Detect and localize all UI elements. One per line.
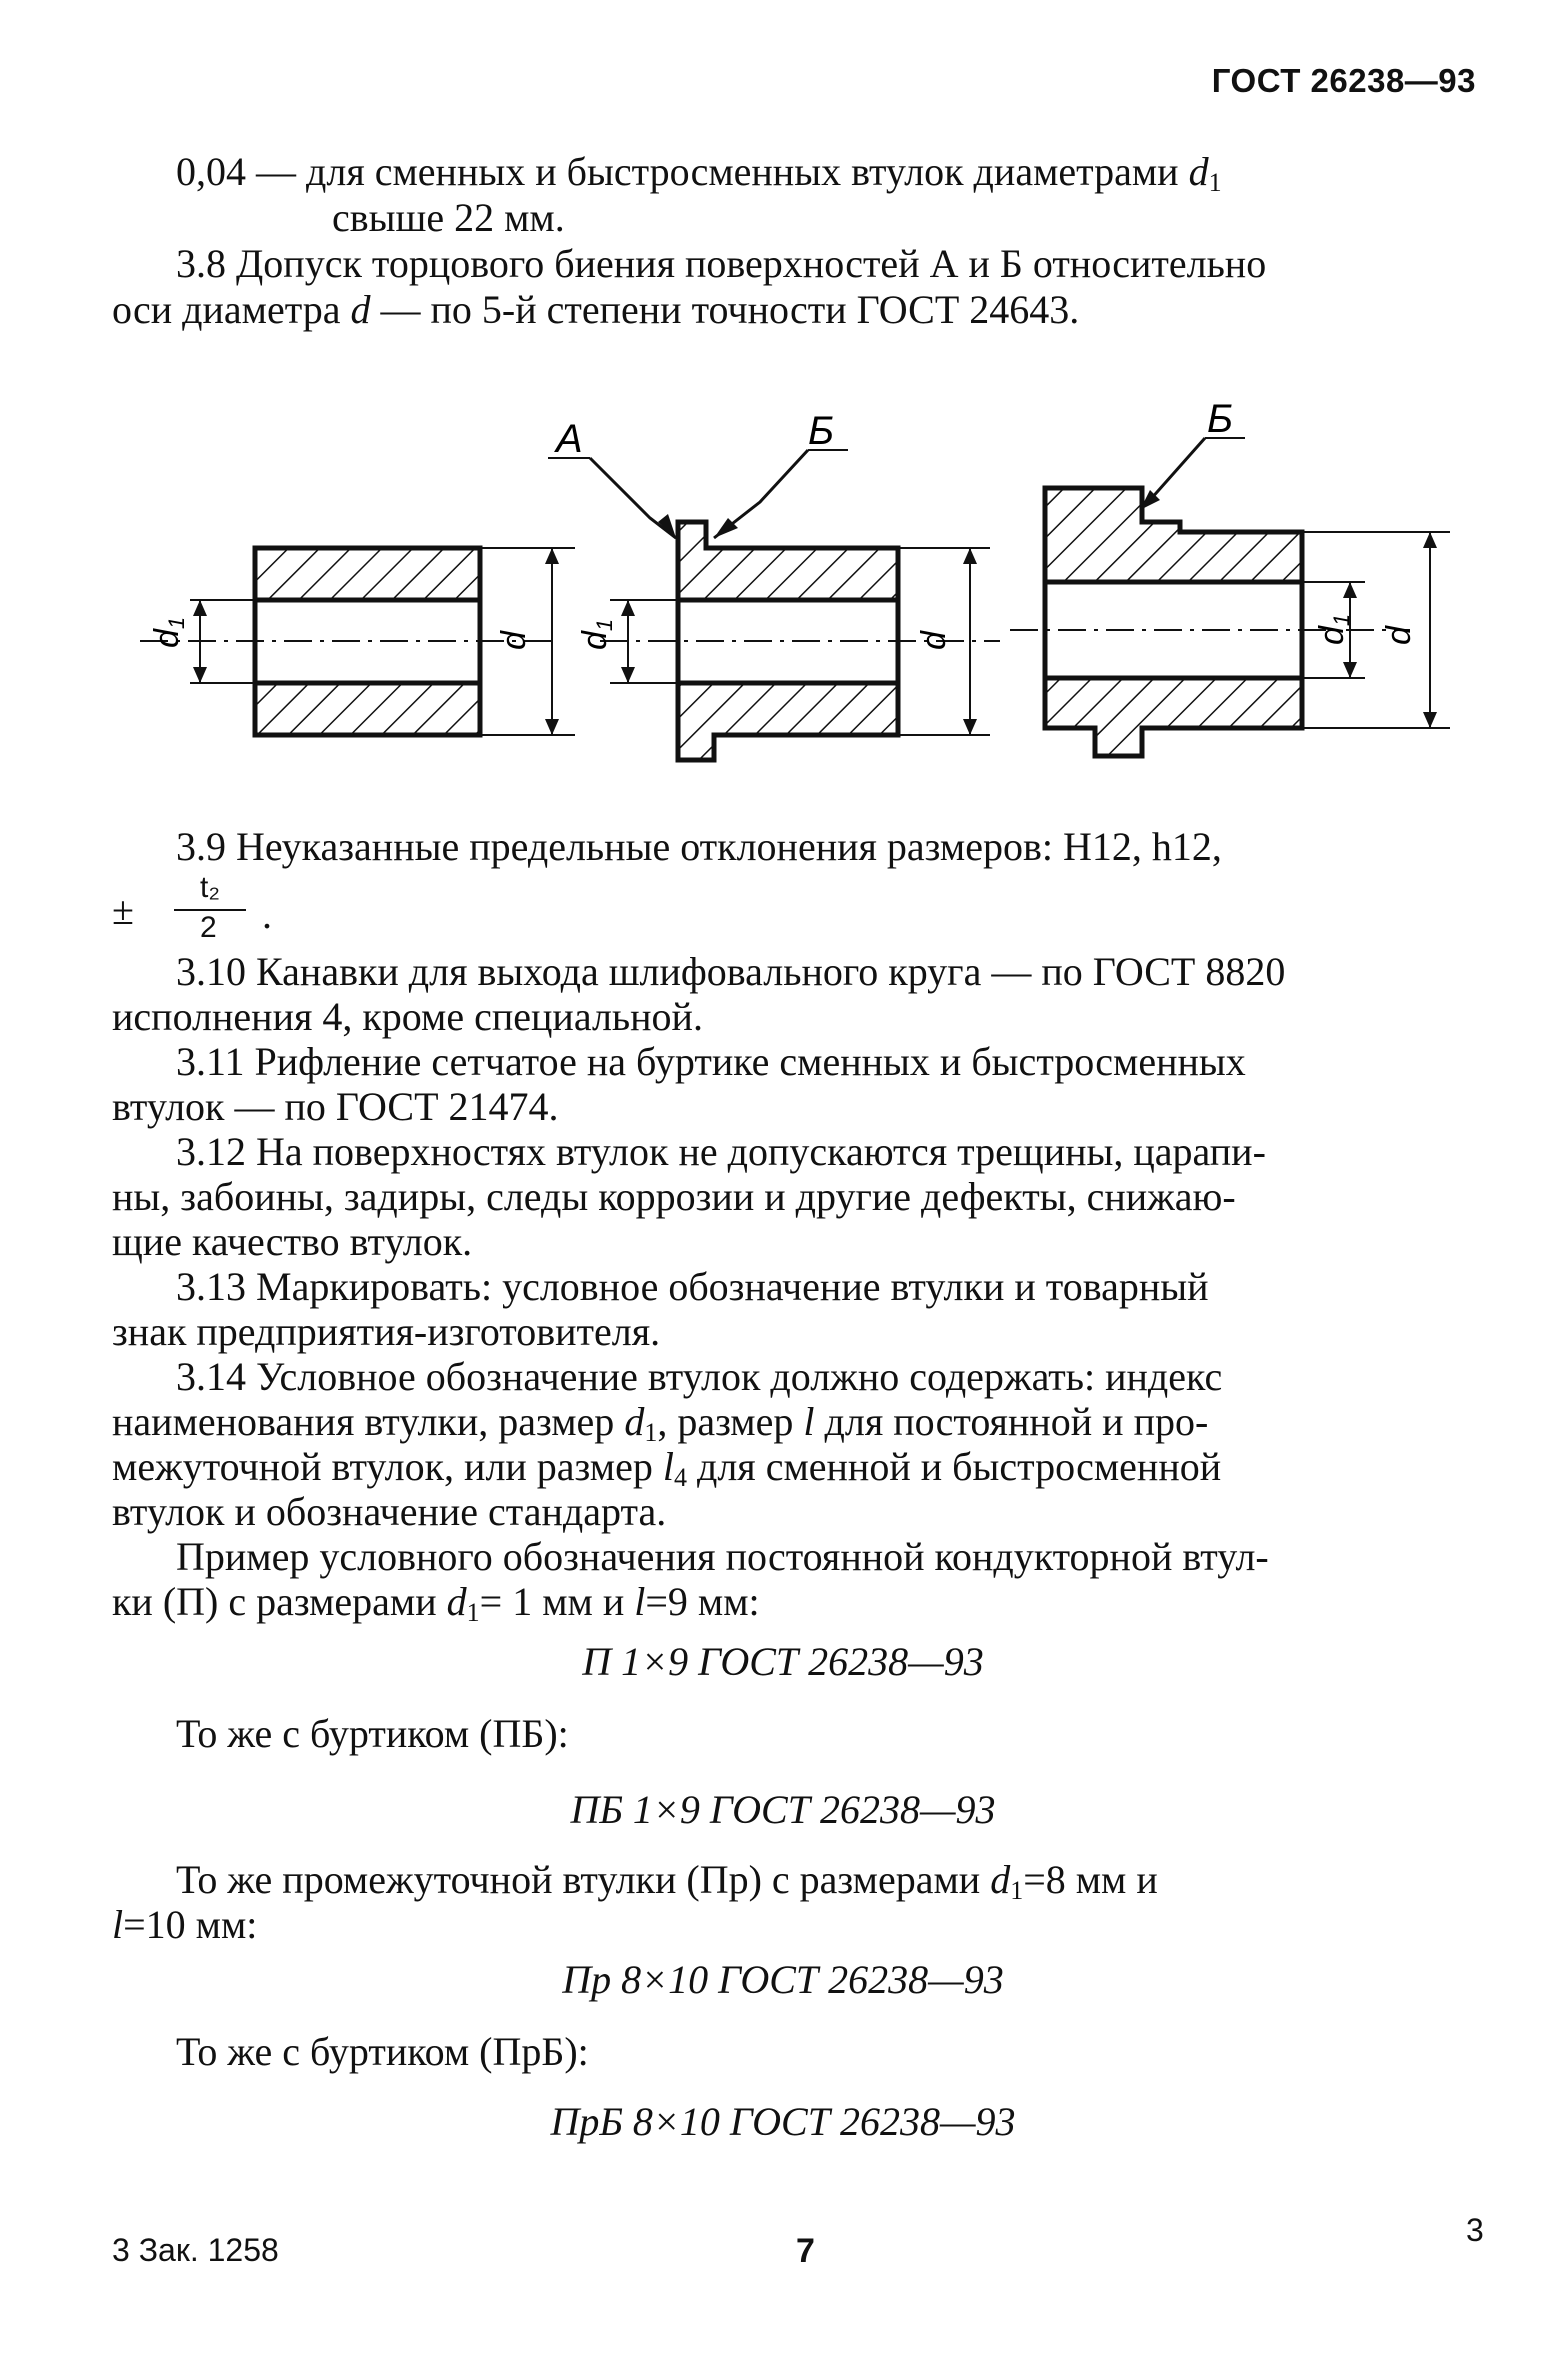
svg-text:d1 <box>148 617 189 648</box>
para-3-8-line1: 3.8 Допуск торцового биения поверхностей А и Б относительно <box>176 241 1267 286</box>
para-3-9-line1: 3.9 Неуказанные предельные отклонения размеров: H12, h12, <box>176 824 1222 869</box>
para-3-12-line2: ны, забоины, задиры, следы коррозии и другие дефекты, снижаю- <box>112 1174 1236 1219</box>
svg-text:d1 <box>576 619 617 650</box>
example-line2 <box>112 1579 760 1627</box>
bushing-figure <box>0 400 1566 800</box>
para-3-8-text-b: — по 5-й степени точности ГОСТ 24643. <box>370 287 1080 332</box>
fraction-dot: . <box>262 892 272 937</box>
var-l: l <box>112 1902 124 1947</box>
sheet-number: 3 <box>1466 2212 1484 2248</box>
same-intermediate-line2 <box>112 1903 257 1947</box>
tolerance-cont: свыше 22 мм. <box>332 195 565 240</box>
dim-d1-sub: 1 <box>1329 613 1354 627</box>
dim-d1-sub: 1 <box>164 616 189 630</box>
var-d: d <box>350 287 371 332</box>
dim-d-label: d <box>915 631 953 650</box>
text: =9 мм: <box>645 1579 760 1624</box>
surface-b-label: Б <box>808 409 835 453</box>
text: межуточной втулок, или размер <box>112 1444 663 1489</box>
var-d: d <box>1188 149 1209 194</box>
var-sub: 1 <box>1208 168 1222 197</box>
dim-d1-label: d <box>1313 626 1351 645</box>
bushing-plain <box>140 548 575 735</box>
text: То же промежуточной втулки (Пр) с размерами <box>176 1857 991 1902</box>
text: =8 мм и <box>1023 1857 1158 1902</box>
var-l: l <box>662 1444 674 1489</box>
surface-a-label: А <box>556 417 583 461</box>
svg-text:d1 <box>1313 614 1354 645</box>
para-3-10-line2: исполнения 4, кроме специальной. <box>112 994 703 1039</box>
bushing-collar-step <box>548 409 1000 760</box>
tolerance-text: 0,04 — для сменных и быстросменных втулок диаметрами <box>176 149 1189 194</box>
para-3-14-line4: втулок и обозначение стандарта. <box>112 1489 667 1534</box>
var-sub: 1 <box>1010 1876 1024 1905</box>
var-d: d <box>446 1579 467 1624</box>
fraction-numerator: t₂ <box>200 871 220 904</box>
page-number: 7 <box>796 2232 815 2270</box>
designation-code-4: ПрБ 8×10 ГОСТ 26238—93 <box>550 2099 1016 2144</box>
bushing-collar-ring <box>1010 400 1450 756</box>
text: для постоянной и про- <box>814 1399 1209 1444</box>
dim-d1-label: d <box>576 631 614 650</box>
dim-d1-label: d <box>148 629 186 648</box>
example-line1: Пример условного обозначения постоянной кондукторной втул- <box>176 1534 1269 1579</box>
same-intermediate-line1 <box>176 1857 1158 1905</box>
var-d: d <box>624 1399 645 1444</box>
designation-code-1: П 1×9 ГОСТ 26238—93 <box>582 1639 984 1684</box>
var-l: l <box>634 1579 646 1624</box>
same-with-collar-2: То же с буртиком (ПрБ): <box>176 2029 589 2074</box>
text: ки (П) с размерами <box>112 1579 447 1624</box>
var-sub: 1 <box>466 1598 480 1627</box>
dim-d-label: d <box>1380 626 1418 645</box>
dim-d-label: d <box>495 631 533 650</box>
para-3-11-line2: втулок — по ГОСТ 21474. <box>112 1084 559 1129</box>
text: , размер <box>657 1399 804 1444</box>
plus-minus: ± <box>112 888 134 933</box>
var-sub: 4 <box>673 1463 687 1492</box>
para-3-12-line3: щие качество втулок. <box>112 1219 473 1264</box>
fraction-denominator: 2 <box>200 911 217 944</box>
text: для сменной и быстросменной <box>686 1444 1222 1489</box>
order-number: 3 Зак. 1258 <box>112 2232 279 2268</box>
para-3-8-text-a: оси диаметра <box>112 287 351 332</box>
para-3-14-line3 <box>112 1444 1222 1492</box>
para-3-12-line1: 3.12 На поверхностях втулок не допускаются трещины, царапи- <box>176 1129 1266 1174</box>
text: =10 мм: <box>123 1902 258 1947</box>
para-3-10-line1: 3.10 Канавки для выхода шлифовального круга — по ГОСТ 8820 <box>176 949 1286 994</box>
text: наименования втулки, размер <box>112 1399 625 1444</box>
para-3-13-line2: знак предприятия-изготовителя. <box>112 1309 661 1354</box>
standard-header: ГОСТ 26238—93 <box>1211 62 1476 99</box>
var-sub: 1 <box>644 1418 658 1447</box>
para-3-8-line2 <box>112 288 1079 332</box>
surface-b-label-2: Б <box>1207 400 1234 441</box>
dim-d1-sub: 1 <box>592 618 617 632</box>
designation-code-3: Пр 8×10 ГОСТ 26238—93 <box>562 1957 1004 2002</box>
para-3-14-line1: 3.14 Условное обозначение втулок должно содержать: индекс <box>176 1354 1223 1399</box>
designation-code-2: ПБ 1×9 ГОСТ 26238—93 <box>570 1787 996 1832</box>
tolerance-fraction <box>112 871 322 944</box>
same-with-collar-1: То же с буртиком (ПБ): <box>176 1711 569 1756</box>
para-3-14-line2 <box>112 1399 1209 1447</box>
tolerance-line <box>176 149 1222 197</box>
para-3-13-line1: 3.13 Маркировать: условное обозначение втулки и товарный <box>176 1264 1209 1309</box>
para-3-11-line1: 3.11 Рифление сетчатое на буртике сменных и быстросменных <box>176 1039 1246 1084</box>
var-l: l <box>803 1399 815 1444</box>
var-d: d <box>990 1857 1011 1902</box>
text: = 1 мм и <box>479 1579 635 1624</box>
